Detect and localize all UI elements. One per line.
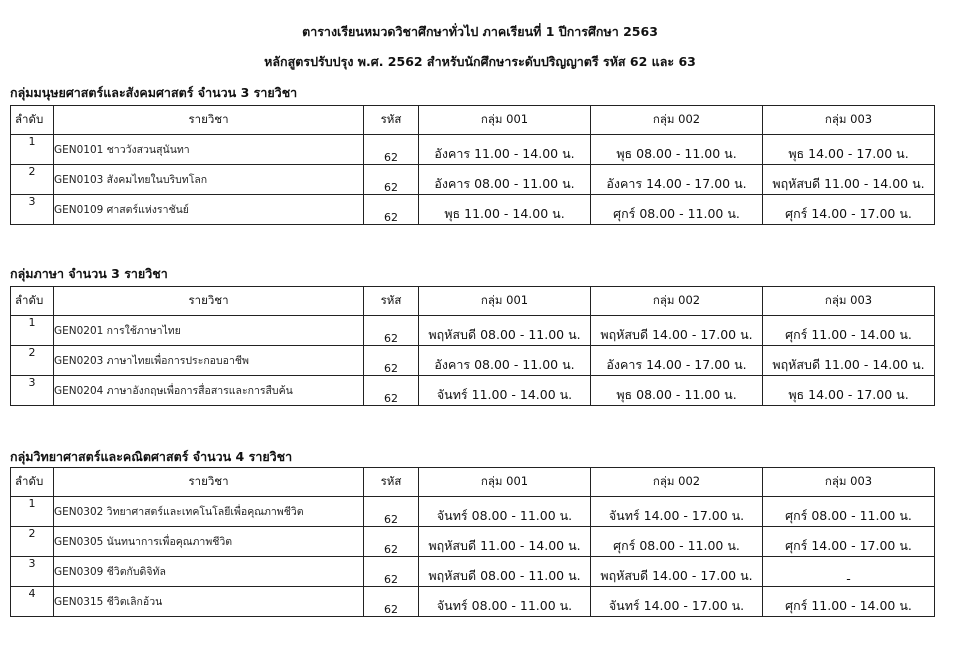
schedule-table-science-math (10, 467, 935, 617)
row-index: 1 (11, 497, 54, 527)
table-row (11, 316, 935, 346)
column-header-group-002: กลุ่ม 002 (591, 468, 763, 497)
group-002-slot: อังคาร 14.00 - 17.00 น. (591, 165, 763, 195)
student-code: 62 (364, 316, 419, 346)
group-003-slot: ศุกร์ 14.00 - 17.00 น. (763, 195, 935, 225)
course-name: GEN0305 นันทนาการเพื่อคุณภาพชีวิต (54, 527, 364, 557)
group-002-slot: ศุกร์ 08.00 - 11.00 น. (591, 527, 763, 557)
section-title-science-math: กลุ่มวิทยาศาสตร์และคณิตศาสตร์ จำนวน 4 รายวิชา (10, 449, 293, 464)
column-header-course: รายวิชา (54, 287, 364, 316)
row-index: 2 (11, 346, 54, 376)
column-header-course: รายวิชา (54, 106, 364, 135)
group-003-slot: พฤหัสบดี 11.00 - 14.00 น. (763, 165, 935, 195)
group-003-slot: ศุกร์ 14.00 - 17.00 น. (763, 527, 935, 557)
table-row (11, 527, 935, 557)
group-001-slot: จันทร์ 08.00 - 11.00 น. (419, 497, 591, 527)
group-003-slot: พุธ 14.00 - 17.00 น. (763, 135, 935, 165)
column-header-group-001: กลุ่ม 001 (419, 287, 591, 316)
document-title: ตารางเรียนหมวดวิชาศึกษาทั่วไป ภาคเรียนที่ 1 ปีการศึกษา 2563 (302, 24, 658, 39)
row-index: 3 (11, 376, 54, 406)
group-002-slot: พุธ 08.00 - 11.00 น. (591, 135, 763, 165)
group-002-slot: ศุกร์ 08.00 - 11.00 น. (591, 195, 763, 225)
group-002-slot: จันทร์ 14.00 - 17.00 น. (591, 497, 763, 527)
table-header-row (11, 468, 935, 497)
row-index: 2 (11, 527, 54, 557)
group-002-slot: พฤหัสบดี 14.00 - 17.00 น. (591, 557, 763, 587)
student-code: 62 (364, 497, 419, 527)
student-code: 62 (364, 557, 419, 587)
student-code: 62 (364, 376, 419, 406)
student-code: 62 (364, 135, 419, 165)
schedule-table-language (10, 286, 935, 406)
table-row (11, 497, 935, 527)
schedule-table-humanities (10, 105, 935, 225)
group-003-slot: - (763, 557, 935, 587)
group-001-slot: อังคาร 08.00 - 11.00 น. (419, 165, 591, 195)
course-name: GEN0109 ศาสตร์แห่งราชันย์ (54, 195, 364, 225)
table-row (11, 346, 935, 376)
group-003-slot: ศุกร์ 11.00 - 14.00 น. (763, 587, 935, 617)
column-header-group-002: กลุ่ม 002 (591, 106, 763, 135)
row-index: 2 (11, 165, 54, 195)
student-code: 62 (364, 346, 419, 376)
group-002-slot: จันทร์ 14.00 - 17.00 น. (591, 587, 763, 617)
course-name: GEN0203 ภาษาไทยเพื่อการประกอบอาชีพ (54, 346, 364, 376)
group-002-slot: อังคาร 14.00 - 17.00 น. (591, 346, 763, 376)
group-003-slot: พฤหัสบดี 11.00 - 14.00 น. (763, 346, 935, 376)
course-name: GEN0204 ภาษาอังกฤษเพื่อการสื่อสารและการสืบค้น (54, 376, 364, 406)
table-row (11, 587, 935, 617)
group-001-slot: พฤหัสบดี 08.00 - 11.00 น. (419, 316, 591, 346)
table-header-row (11, 106, 935, 135)
course-name: GEN0302 วิทยาศาสตร์และเทคโนโลยีเพื่อคุณภาพชีวิต (54, 497, 364, 527)
column-header-group-001: กลุ่ม 001 (419, 106, 591, 135)
group-003-slot: ศุกร์ 08.00 - 11.00 น. (763, 497, 935, 527)
section-title-language: กลุ่มภาษา จำนวน 3 รายวิชา (10, 266, 168, 281)
table-row (11, 165, 935, 195)
column-header-code: รหัส (364, 468, 419, 497)
row-index: 1 (11, 316, 54, 346)
column-header-group-003: กลุ่ม 003 (763, 468, 935, 497)
group-001-slot: พฤหัสบดี 11.00 - 14.00 น. (419, 527, 591, 557)
group-003-slot: พุธ 14.00 - 17.00 น. (763, 376, 935, 406)
student-code: 62 (364, 165, 419, 195)
group-002-slot: พฤหัสบดี 14.00 - 17.00 น. (591, 316, 763, 346)
table-row (11, 557, 935, 587)
group-003-slot: ศุกร์ 11.00 - 14.00 น. (763, 316, 935, 346)
column-header-group-002: กลุ่ม 002 (591, 287, 763, 316)
group-001-slot: จันทร์ 08.00 - 11.00 น. (419, 587, 591, 617)
table-header-row (11, 287, 935, 316)
document-subtitle: หลักสูตรปรับปรุง พ.ศ. 2562 สำหรับนักศึกษาระดับปริญญาตรี รหัส 62 และ 63 (264, 54, 696, 69)
column-header-code: รหัส (364, 106, 419, 135)
column-header-index: ลำดับ (11, 287, 54, 316)
column-header-group-001: กลุ่ม 001 (419, 468, 591, 497)
course-name: GEN0103 สังคมไทยในบริบทโลก (54, 165, 364, 195)
row-index: 1 (11, 135, 54, 165)
table-row (11, 135, 935, 165)
student-code: 62 (364, 195, 419, 225)
course-name: GEN0101 ชาววังสวนสุนันทา (54, 135, 364, 165)
section-title-humanities: กลุ่มมนุษยศาสตร์และสังคมศาสตร์ จำนวน 3 รายวิชา (10, 85, 298, 100)
course-name: GEN0201 การใช้ภาษาไทย (54, 316, 364, 346)
column-header-index: ลำดับ (11, 468, 54, 497)
student-code: 62 (364, 527, 419, 557)
group-001-slot: อังคาร 08.00 - 11.00 น. (419, 346, 591, 376)
table-row (11, 376, 935, 406)
group-001-slot: อังคาร 11.00 - 14.00 น. (419, 135, 591, 165)
group-001-slot: พฤหัสบดี 08.00 - 11.00 น. (419, 557, 591, 587)
row-index: 4 (11, 587, 54, 617)
column-header-index: ลำดับ (11, 106, 54, 135)
column-header-group-003: กลุ่ม 003 (763, 106, 935, 135)
row-index: 3 (11, 557, 54, 587)
column-header-course: รายวิชา (54, 468, 364, 497)
row-index: 3 (11, 195, 54, 225)
column-header-code: รหัส (364, 287, 419, 316)
table-row (11, 195, 935, 225)
course-name: GEN0309 ชีวิตกับดิจิทัล (54, 557, 364, 587)
column-header-group-003: กลุ่ม 003 (763, 287, 935, 316)
student-code: 62 (364, 587, 419, 617)
group-001-slot: พุธ 11.00 - 14.00 น. (419, 195, 591, 225)
group-001-slot: จันทร์ 11.00 - 14.00 น. (419, 376, 591, 406)
group-002-slot: พุธ 08.00 - 11.00 น. (591, 376, 763, 406)
course-name: GEN0315 ชีวิตเลิกอ้วน (54, 587, 364, 617)
